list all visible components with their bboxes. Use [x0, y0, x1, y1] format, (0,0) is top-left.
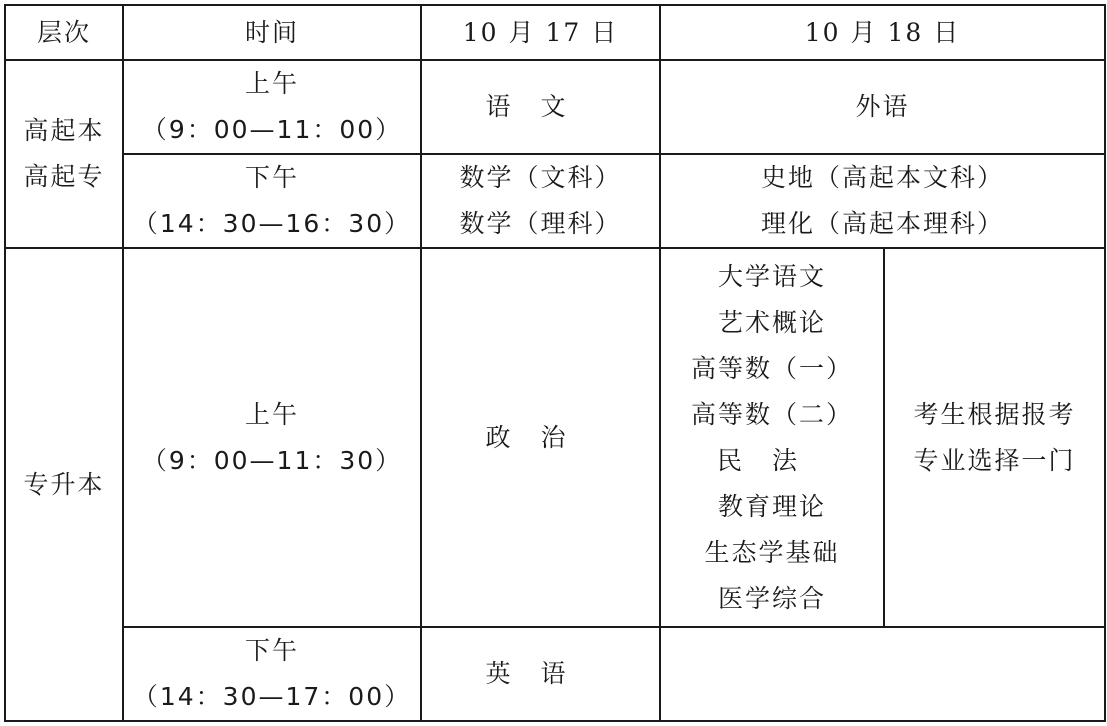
- subject-cell: [660, 154, 1105, 248]
- time-cell: [123, 248, 421, 627]
- table-row: [5, 60, 1105, 154]
- period-time: （14：30—17：00）: [132, 682, 412, 711]
- subject-cell: [421, 627, 660, 721]
- header-row: [5, 5, 1105, 60]
- subject-list-cell: [660, 248, 884, 627]
- time-cell: [123, 60, 421, 154]
- header-level: 层次: [5, 5, 123, 60]
- exam-schedule-table: [4, 4, 1106, 722]
- note-line: 考生根据报考: [913, 399, 1076, 429]
- subject-cell: [421, 248, 660, 627]
- level-line: 高起专: [23, 162, 105, 191]
- period-label: 下午: [244, 163, 299, 192]
- period-time: （9：00—11：00）: [141, 115, 403, 144]
- subject: 语文: [485, 92, 596, 121]
- period-label: 上午: [244, 69, 299, 98]
- table-row: [5, 248, 1105, 627]
- subject: 数学（理科）: [459, 209, 622, 238]
- subject-cell: [421, 60, 660, 154]
- list-item: 高等数（二）: [690, 399, 853, 429]
- list-item: 生态学基础: [704, 537, 840, 567]
- subject: 外语: [855, 92, 910, 121]
- table-row: [5, 154, 1105, 248]
- note-line: 专业选择一门: [913, 445, 1076, 475]
- header-day1: 10 月 17 日: [421, 5, 660, 60]
- subject: 数学（文科）: [459, 163, 622, 192]
- period-time: （14：30—16：30）: [132, 209, 412, 238]
- period-time: （9：00—11：30）: [141, 445, 403, 475]
- schedule-document: [4, 4, 1106, 722]
- list-item: 高等数（一）: [690, 353, 853, 383]
- list-item: 教育理论: [717, 491, 826, 521]
- time-cell: [123, 627, 421, 721]
- subject: 英语: [485, 659, 596, 688]
- period-label: 下午: [244, 636, 299, 665]
- header-day2: 10 月 18 日: [660, 5, 1105, 60]
- subject-cell: [421, 154, 660, 248]
- note-cell: [884, 248, 1105, 627]
- level-line: 高起本: [23, 116, 105, 145]
- list-item: 民法: [716, 445, 827, 475]
- period-label: 上午: [244, 399, 299, 429]
- table-row: [5, 627, 1105, 721]
- level-gaoqi: [5, 60, 123, 248]
- time-cell: [123, 154, 421, 248]
- header-time: 时间: [123, 5, 421, 60]
- subject: 理化（高起本理科）: [760, 209, 1004, 238]
- list-item: 大学语文: [717, 261, 826, 291]
- subject: 史地（高起本文科）: [760, 163, 1004, 192]
- list-item: 艺术概论: [717, 307, 826, 337]
- level-zhuanshengben: 专升本: [5, 248, 123, 721]
- subject: 政治: [485, 422, 596, 452]
- empty-cell: [660, 627, 1105, 721]
- subject-cell: [660, 60, 1105, 154]
- list-item: 医学综合: [717, 583, 826, 613]
